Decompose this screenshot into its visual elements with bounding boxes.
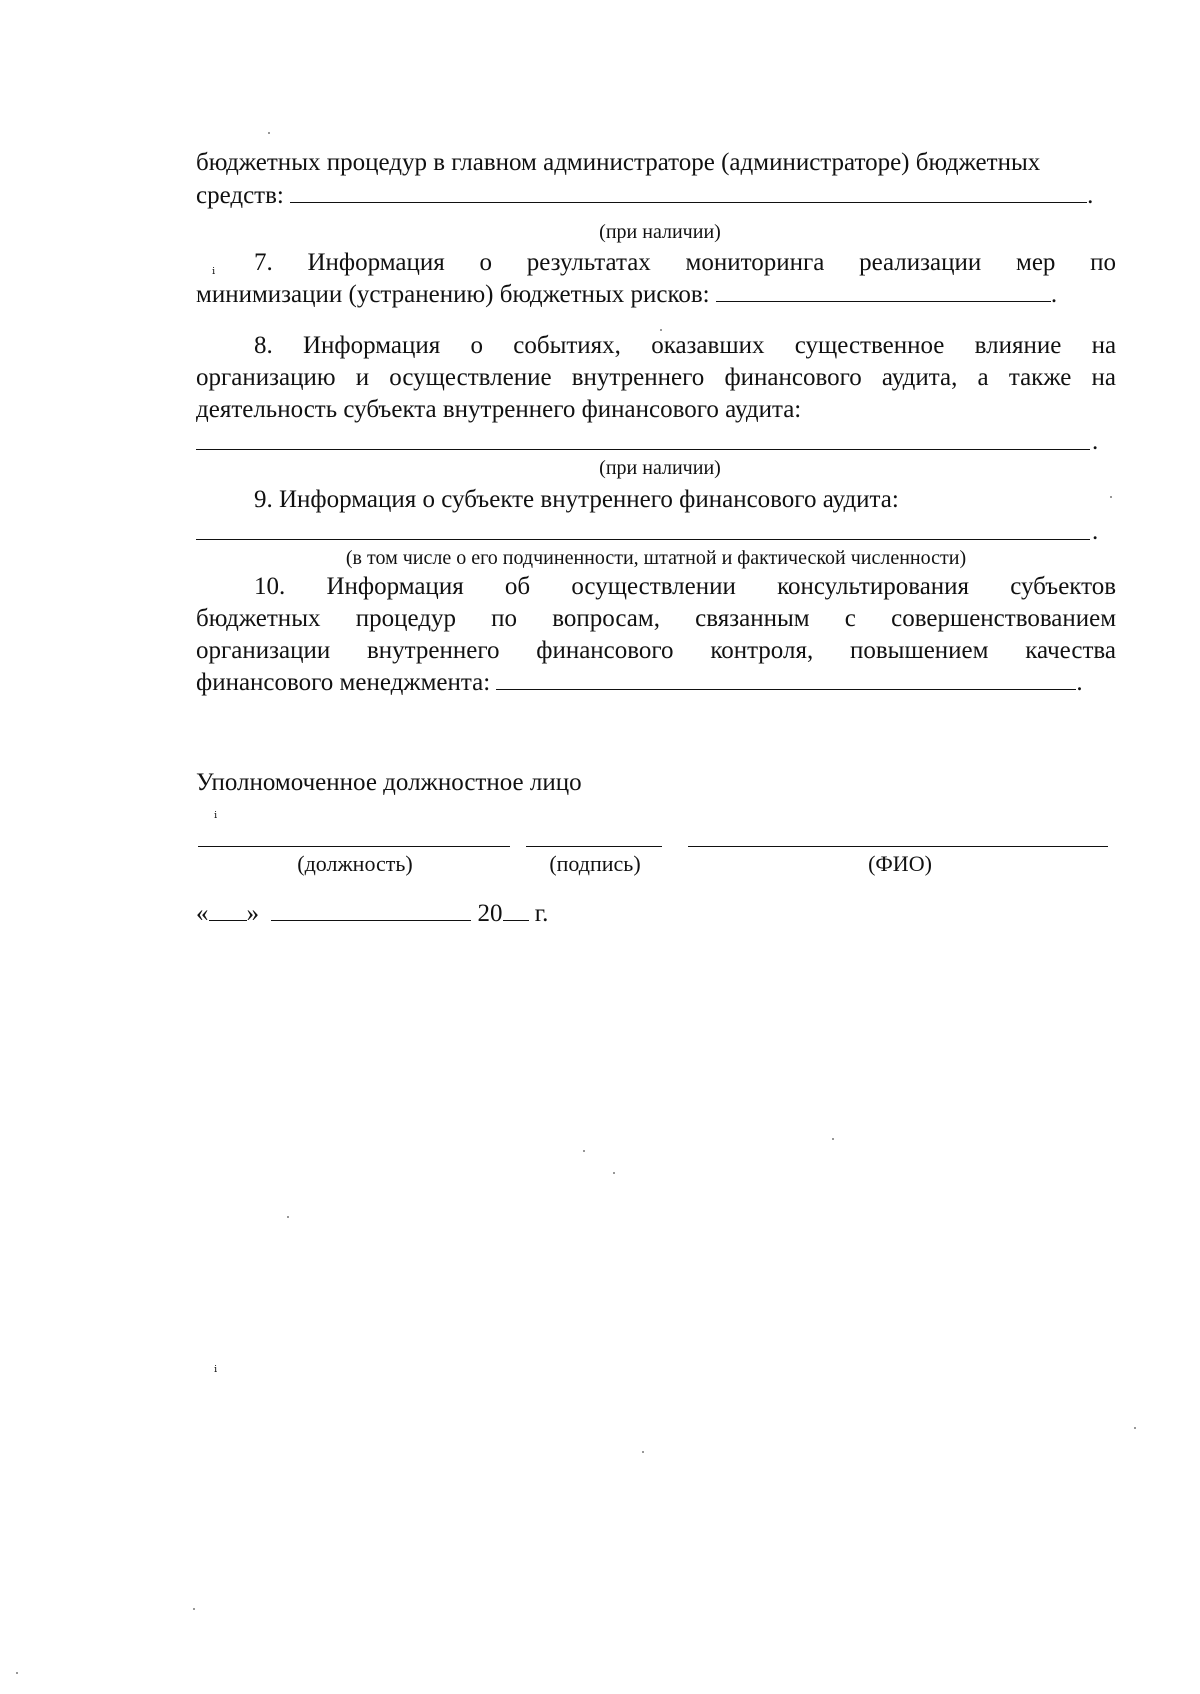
scan-speck (268, 132, 270, 134)
date-open-quote: « (196, 900, 209, 927)
p10-blank-field[interactable] (496, 667, 1076, 690)
p10-w1: Информация (326, 573, 464, 600)
p8-period (1092, 429, 1098, 454)
date-month-field[interactable] (271, 898, 471, 921)
date-year-field[interactable] (503, 898, 529, 921)
scan-speck (193, 1608, 195, 1610)
p8b-w6: а (977, 364, 989, 391)
date-year-suffix: г. (534, 900, 549, 927)
p8b-w3: внутреннего (571, 364, 705, 391)
p10-w2: об (504, 573, 531, 600)
p6-text-1: бюджетных процедур в главном администраторе (администраторе) бюджетных (196, 149, 1041, 176)
p8-hint (560, 456, 760, 480)
p8b-w5: аудита, (881, 364, 958, 391)
p6-blank-field[interactable] (290, 180, 1087, 203)
p10c-w1: внутреннего (366, 637, 500, 664)
p7-w2: о (479, 249, 492, 276)
fullname-label-text: (ФИО) (868, 851, 932, 876)
p8b-w2: осуществление (389, 364, 552, 391)
scan-speck (583, 1150, 585, 1152)
p10-line-1 (254, 571, 1116, 603)
p9-period-text: . (1092, 518, 1099, 545)
p9-blank-field[interactable] (196, 539, 1090, 540)
p6-hint (560, 220, 760, 244)
p7-w1: Информация (307, 249, 445, 276)
signature-label-text: (подпись) (549, 851, 641, 876)
p10-w3: осуществлении (571, 573, 736, 600)
p9-text: 9. Информация о субъекте внутреннего финансового аудита: (254, 486, 899, 513)
fullname-field[interactable] (688, 846, 1108, 847)
p10-prefix: финансового менеджмента: (196, 669, 491, 696)
position-label-text: (должность) (297, 851, 413, 876)
scan-speck (832, 1138, 834, 1140)
p9-hint-text: (в том числе о его подчиненности, штатной и фактической численности) (345, 547, 967, 569)
p10c-w0: организации (196, 637, 331, 664)
p8b-w0: организацию (196, 364, 336, 391)
p10-w4: консультирования (777, 573, 970, 600)
p10b-w2: по (491, 605, 518, 632)
p8-w5: существенное (794, 332, 945, 359)
p8-line-1 (254, 330, 1116, 362)
p8-period-text: . (1092, 428, 1099, 455)
p8-blank-field[interactable] (196, 449, 1090, 450)
p6-line-1 (196, 147, 1116, 179)
signature-label (510, 852, 680, 876)
position-field[interactable] (198, 846, 510, 847)
p10-w5: субъектов (1010, 573, 1117, 600)
date-day-field[interactable] (209, 898, 247, 921)
p8-w4: оказавших (651, 332, 765, 359)
signature-field[interactable] (526, 846, 662, 847)
p7-w6: мер (1016, 249, 1056, 276)
p8b-w4: финансового (724, 364, 862, 391)
scan-speck (613, 1172, 615, 1174)
p10-period: . (1076, 669, 1083, 696)
p10c-w2: финансового (536, 637, 674, 664)
fullname-label (820, 852, 980, 876)
p10-line-2 (196, 603, 1116, 635)
scan-mark-3: ⁱ (214, 1364, 218, 1381)
date-close-quote: » (246, 900, 259, 927)
p8-w0: 8. (254, 332, 273, 359)
p10c-w4: повышением (849, 637, 989, 664)
p10b-w5: с (844, 605, 856, 632)
p7-period: . (1050, 281, 1058, 308)
p7-line-2 (196, 279, 1116, 311)
p8b-w7: также (1008, 364, 1072, 391)
p9-period (1092, 519, 1098, 544)
scan-speck (1110, 496, 1112, 498)
p8b-w8: на (1091, 364, 1117, 391)
p6-prefix: средств: (196, 182, 284, 209)
p8-line-2 (196, 362, 1116, 394)
p7-w7: по (1090, 249, 1117, 276)
scan-speck (660, 329, 662, 331)
p10c-w5: качества (1025, 637, 1116, 664)
p6-line-2 (196, 180, 1116, 212)
p6-hint-text: (при наличии) (599, 221, 721, 243)
scan-speck (16, 1672, 18, 1674)
p8-line-3 (196, 394, 1116, 426)
p10c-w3: контроля, (710, 637, 814, 664)
date-year-prefix: 20 (477, 900, 503, 927)
p10b-w6: совершенствованием (891, 605, 1117, 632)
p10b-w4: связанным (695, 605, 810, 632)
p7-w0: 7. (254, 249, 273, 276)
position-label (265, 852, 445, 876)
p10b-w1: процедур (355, 605, 456, 632)
scan-speck (287, 1216, 289, 1218)
p10-w0: 10. (254, 573, 286, 600)
p7-w3: результатах (526, 249, 651, 276)
p6-period: . (1087, 182, 1094, 209)
p7-line-1 (254, 247, 1116, 279)
p8-hint-text: (при наличии) (599, 457, 721, 479)
scan-mark-2: ⁱ (212, 266, 216, 283)
p10-line-3 (196, 635, 1116, 667)
p8-w1: Информация (303, 332, 441, 359)
p8-w3: событиях, (513, 332, 621, 359)
authorized-person-heading (196, 767, 1116, 799)
p9-hint (296, 546, 1016, 570)
p10b-w3: вопросам, (552, 605, 660, 632)
p8-w7: на (1091, 332, 1117, 359)
date-line (196, 898, 616, 930)
p8-w6: влияние (974, 332, 1062, 359)
p8-w2: о (470, 332, 484, 359)
p7-blank-field[interactable] (716, 279, 1051, 302)
p10b-w0: бюджетных (196, 605, 321, 632)
p7-w5: реализации (859, 249, 982, 276)
p8b-w1: и (355, 364, 370, 391)
p9-line-1 (254, 484, 1116, 516)
scan-mark: ⁱ (214, 810, 218, 827)
p8-text-3: деятельность субъекта внутреннего финансового аудита: (196, 396, 802, 423)
p7-prefix: минимизации (устранению) бюджетных рисков: (196, 281, 710, 308)
p7-w4: мониторинга (685, 249, 825, 276)
scan-speck (1134, 1427, 1136, 1429)
authorized-person-text: Уполномоченное должностное лицо (196, 769, 582, 796)
scan-speck (642, 1451, 644, 1453)
p10-line-4 (196, 667, 1116, 699)
